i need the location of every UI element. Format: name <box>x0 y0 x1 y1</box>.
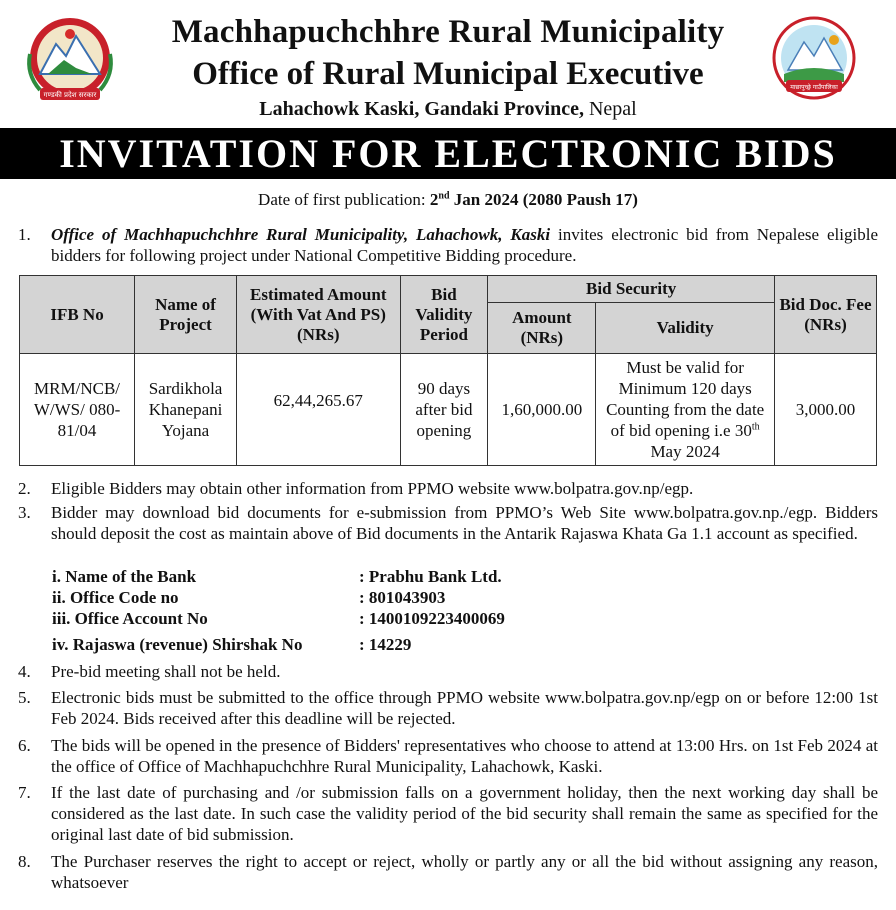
header-security-amount: Amount (NRs) <box>488 303 596 354</box>
item-2 <box>18 478 878 499</box>
cell-security-validity <box>596 354 775 466</box>
item-4-text: Pre-bid meeting shall not be held. <box>51 662 281 681</box>
bank-value: : 14229 <box>359 635 412 654</box>
item-1 <box>18 224 878 266</box>
cell-security-amount: 1,60,000.00 <box>488 354 596 466</box>
security-validity-date: May 2024 <box>650 442 720 461</box>
item-number: 3. <box>18 503 31 522</box>
publication-date <box>0 190 896 210</box>
item-6 <box>18 735 878 777</box>
bank-label: ii. Office Code no <box>52 588 179 607</box>
item-number: 6. <box>18 736 31 755</box>
item-7-text: If the last date of purchasing and /or submission falls on a government holiday, then the next working day shall be considered as the last date. In such case the validity period of the bid security shall remain the same as specified for the original last date of bid submission. <box>51 783 878 844</box>
item-number: 4. <box>18 662 31 681</box>
publication-day: 2 <box>429 190 439 209</box>
publication-ordinal: nd <box>438 190 450 202</box>
item-number: 1. <box>18 225 31 244</box>
left-logo-caption: गण्डकी प्रदेश सरकार <box>43 91 97 99</box>
item-1-office: Office of Machhapuchchhre Rural Municipality, Lahachowk, Kaski <box>51 225 551 244</box>
address-bold: Lahachowk Kaski, Gandaki Province, <box>259 98 584 120</box>
header-bid-security: Bid Security <box>488 276 775 303</box>
header-project: Name of Project <box>135 276 237 354</box>
header-doc-fee: Bid Doc. Fee (NRs) <box>774 276 876 354</box>
bid-table <box>19 275 877 466</box>
table-row <box>20 354 877 466</box>
header-security-validity: Validity <box>596 303 775 354</box>
bank-label: iv. Rajaswa (revenue) Shirshak No <box>52 635 303 654</box>
cell-project: Sardikhola Khanepani Yojana <box>135 354 237 466</box>
municipality-logo <box>772 16 856 100</box>
bank-label: i. Name of the Bank <box>52 567 197 586</box>
header-ifb: IFB No <box>20 276 135 354</box>
item-number: 2. <box>18 479 31 498</box>
item-number: 5. <box>18 688 31 707</box>
office-name: Office of Rural Municipal Executive <box>192 56 704 92</box>
item-1-text: invites electronic bid from Nepalese eligible bidders for following project under National Competitive Bidding procedure. <box>51 225 878 265</box>
bank-value: : 801043903 <box>359 588 446 607</box>
item-5 <box>18 687 878 729</box>
security-validity-ordinal: th <box>751 421 760 433</box>
item-8-text: The Purchaser reserves the right to accept or reject, wholly or partly any or all the bid without assigning any reason, whatsoever <box>51 852 878 892</box>
notice-title-banner: INVITATION FOR ELECTRONIC BIDS <box>0 128 896 179</box>
municipality-name: Machhapuchchhre Rural Municipality <box>171 14 725 50</box>
bank-value: : 1400109223400069 <box>359 609 505 628</box>
header-amount: Estimated Amount (With Vat And PS) (NRs) <box>237 276 401 354</box>
item-number: 7. <box>18 783 31 802</box>
item-number: 8. <box>18 852 31 871</box>
publication-label: Date of first publication: <box>258 190 430 209</box>
notice-header <box>0 0 896 128</box>
cell-amount: 62,44,265.67 <box>237 354 401 466</box>
item-3-text: Bidder may download bid documents for e-submission from PPMO’s Web Site www.bolpatra.gov.np./egp. Bidders should deposit the cost as maintain above of Bid documents in the Antarik Rajaswa Khata Ga 1.1 account as specified. <box>51 503 878 543</box>
item-7 <box>18 782 878 845</box>
bank-value: : Prabhu Bank Ltd. <box>359 567 502 586</box>
publication-date-rest: Jan 2024 (2080 Paush 17) <box>449 190 638 209</box>
address-country: Nepal <box>583 98 637 120</box>
item-6-text: The bids will be opened in the presence of Bidders' representatives who choose to attend at 13:00 Hrs. on 1st Feb 2024 at the office of Office of Machhapuchchhre Rural Municipality, Lahachowk, Kaski. <box>51 736 878 776</box>
bank-label: iii. Office Account No <box>52 609 208 628</box>
security-validity-text: Must be valid for Minimum 120 days Counting from the date of bid opening i.e 30 <box>606 358 765 440</box>
item-2-text: Eligible Bidders may obtain other information from PPMO website www.bolpatra.gov.np/egp. <box>51 479 694 498</box>
cell-ifb: MRM/NCB/ W/WS/ 080-81/04 <box>20 354 135 466</box>
item-8 <box>18 851 878 893</box>
office-address <box>0 98 896 121</box>
right-logo-caption: माछापुच्छ्रे गाउँपालिका <box>790 84 838 91</box>
cell-validity-period: 90 days after bid opening <box>400 354 488 466</box>
cell-doc-fee: 3,000.00 <box>774 354 876 466</box>
item-4 <box>18 661 878 682</box>
header-validity-period: Bid Validity Period <box>400 276 488 354</box>
item-3 <box>18 502 878 544</box>
item-5-text: Electronic bids must be submitted to the office through PPMO website www.bolpatra.gov.np/egp on or before 12:00 1st Feb 2024. Bids received after this deadline will be rejected. <box>51 688 878 728</box>
